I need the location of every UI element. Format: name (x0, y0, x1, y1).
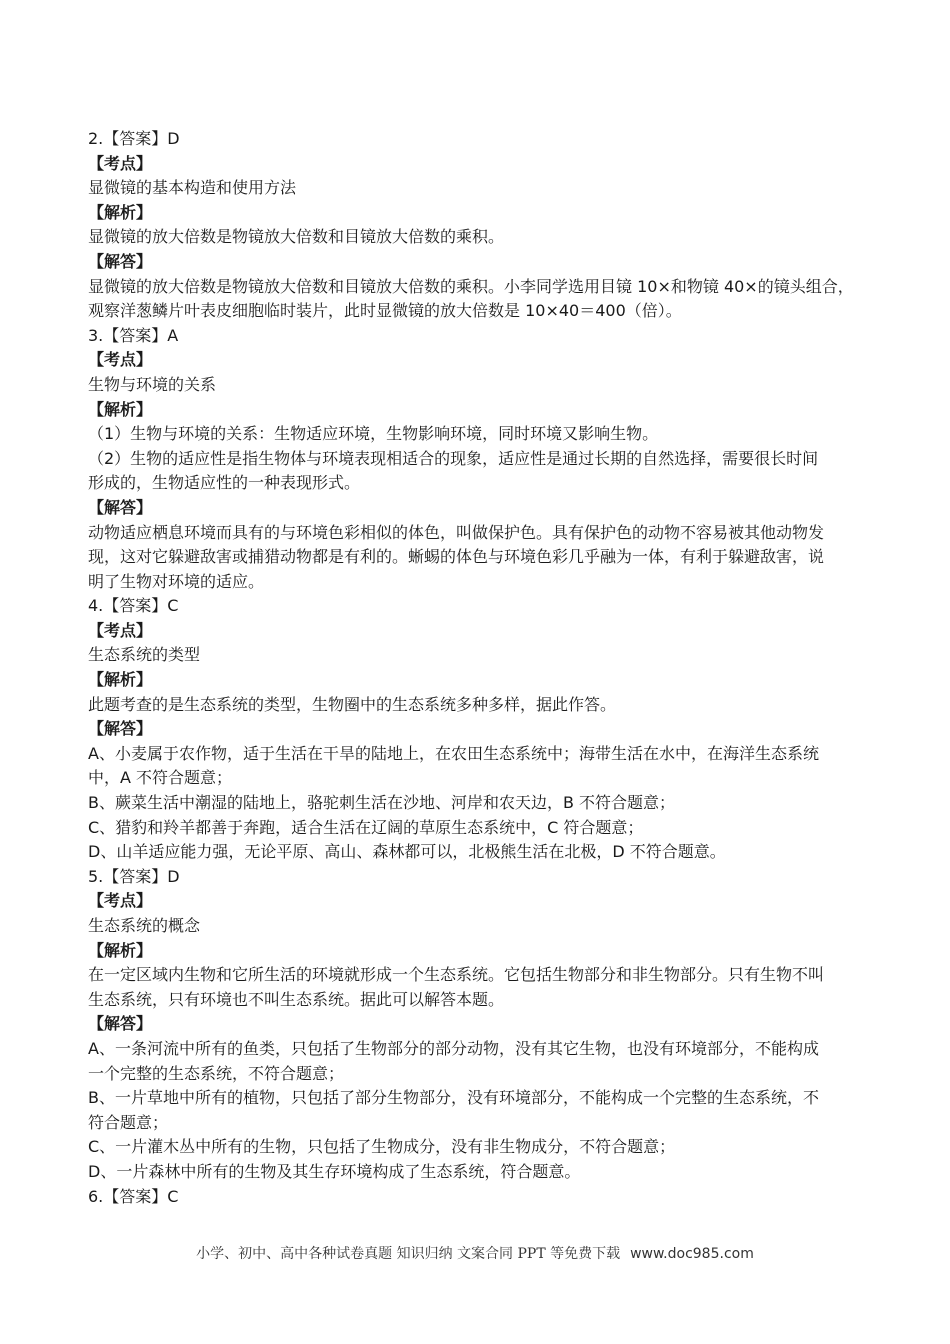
body-line: 生态系统的概念 (88, 916, 201, 935)
answer-line: 2.【答案】D (88, 129, 180, 148)
body-line: （2）生物的适应性是指生物体与环境表现相适合的现象，适应性是通过长期的自然选择，需要很长时间 (88, 448, 819, 468)
body-line: 符合题意； (88, 1112, 169, 1132)
section-heading: 【解析】 (88, 670, 153, 690)
answer-line: 6.【答案】C (88, 1186, 179, 1206)
section-heading: 【解答】 (88, 497, 153, 517)
section-heading: 【考点】 (88, 153, 153, 173)
section-heading: 【解析】 (88, 399, 153, 419)
body-line: 观察洋葱鳞片叶表皮细胞临时装片，此时显微镜的放大倍数是 10×40＝400（倍）。 (88, 301, 682, 321)
footer-site-link[interactable]: www.doc985.com (630, 1246, 754, 1262)
body-line: 生物与环境的关系 (88, 374, 217, 394)
body-line: 明了生物对环境的适应。 (88, 571, 265, 591)
section-heading: 【考点】 (88, 891, 153, 911)
section-heading: 【解析】 (88, 940, 153, 960)
body-line: 生态系统的类型 (88, 645, 201, 665)
answer-line: 4.【答案】C (88, 596, 179, 616)
body-line: A、一条河流中所有的鱼类，只包括了生物部分的部分动物，没有其它生物，也没有环境部分，不能构成 (88, 1038, 819, 1058)
body-line: 中，A 不符合题意； (88, 768, 233, 788)
body-line: 形成的，生物适应性的一种表现形式。 (88, 473, 361, 493)
body-line: 显微镜的基本构造和使用方法 (88, 178, 297, 198)
body-line: D、山羊适应能力强，无论平原、高山、森林都可以，北极熊生活在北极，D 不符合题意。 (88, 842, 726, 862)
body-line: 显微镜的放大倍数是物镜放大倍数和目镜放大倍数的乘积。 (88, 227, 505, 247)
section-heading: 【考点】 (88, 350, 153, 370)
body-line: 此题考查的是生态系统的类型，生物圈中的生态系统多种多样，据此作答。 (88, 694, 617, 714)
document-body (88, 127, 878, 1209)
body-line: 生态系统，只有环境也不叫生态系统。据此可以解答本题。 (88, 989, 505, 1009)
body-line: C、猎豹和羚羊都善于奔跑，适合生活在辽阔的草原生态系统中，C 符合题意； (88, 817, 644, 837)
body-line: B、一片草地中所有的植物，只包括了部分生物部分，没有环境部分，不能构成一个完整的生态系统，不 (88, 1088, 819, 1108)
answer-line: 5.【答案】D (88, 866, 180, 886)
body-line: C、一片灌木丛中所有的生物，只包括了生物成分，没有非生物成分，不符合题意； (88, 1137, 676, 1157)
footer-text: 小学、初中、高中各种试卷真题 知识归纳 文案合同 PPT 等免费下载 (196, 1246, 621, 1262)
answer-line: 3.【答案】A (88, 325, 179, 345)
section-heading: 【考点】 (88, 620, 153, 640)
page-footer (0, 1243, 950, 1263)
section-heading: 【解答】 (88, 719, 153, 739)
body-line: D、一片森林中所有的生物及其生存环境构成了生态系统，符合题意。 (88, 1161, 581, 1181)
section-heading: 【解答】 (88, 251, 153, 271)
section-heading: 【解析】 (88, 202, 153, 222)
body-line: 一个完整的生态系统，不符合题意； (88, 1063, 345, 1083)
body-line: A、小麦属于农作物，适于生活在干旱的陆地上，在农田生态系统中；海带生活在水中，在海洋生态系统 (88, 743, 819, 763)
body-line: 动物适应栖息环境而具有的与环境色彩相似的体色，叫做保护色。具有保护色的动物不容易被其他动物发 (88, 522, 825, 542)
body-line: B、蕨菜生活中潮湿的陆地上，骆驼刺生活在沙地、河岸和农天边，B 不符合题意； (88, 793, 676, 813)
body-line: 现，这对它躲避敌害或捕猎动物都是有利的。蜥蜴的体色与环境色彩几乎融为一体，有利于躲避敌害，说 (88, 547, 825, 567)
body-line: 显微镜的放大倍数是物镜放大倍数和目镜放大倍数的乘积。小李同学选用目镜 10×和物镜 40×的镜头组合， (88, 276, 854, 296)
body-line: （1）生物与环境的关系：生物适应环境，生物影响环境，同时环境又影响生物。 (88, 424, 659, 444)
body-line: 在一定区域内生物和它所生活的环境就形成一个生态系统。它包括生物部分和非生物部分。只有生物不叫 (88, 965, 825, 985)
section-heading: 【解答】 (88, 1014, 153, 1034)
